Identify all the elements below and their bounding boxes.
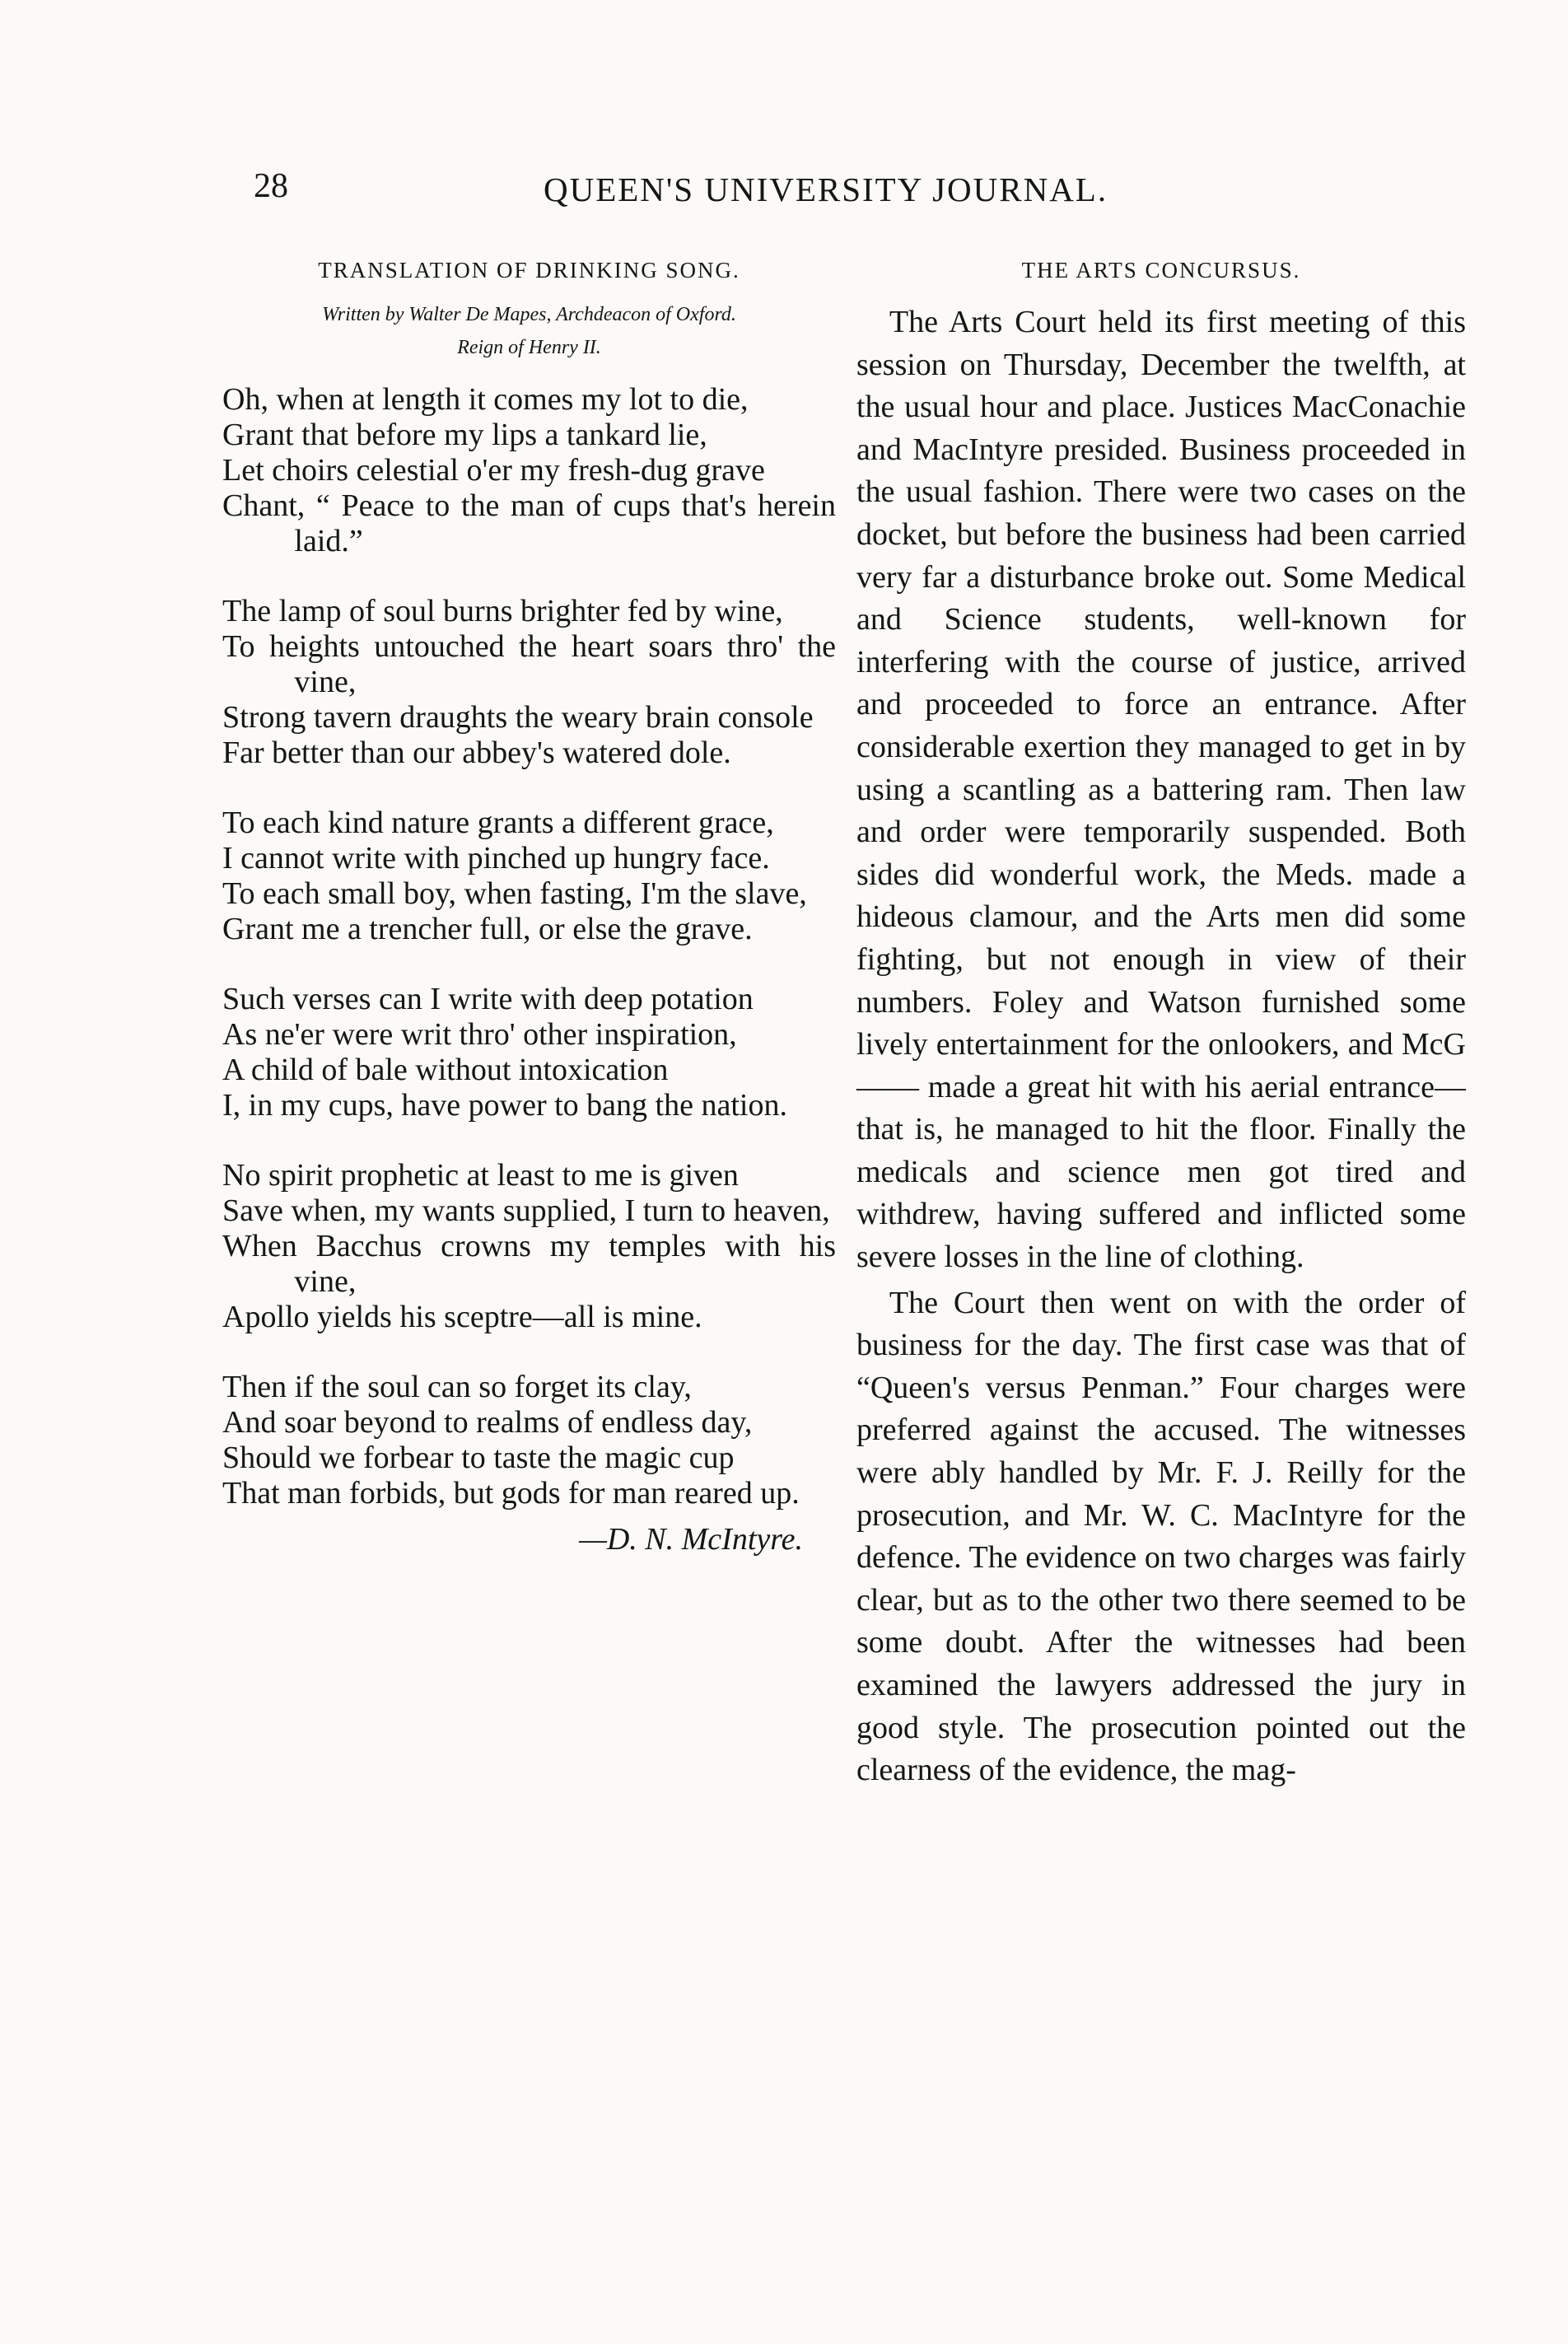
poem-title: TRANSLATION OF DRINKING SONG. — [318, 258, 740, 282]
right-column — [856, 251, 1466, 1792]
verse-line: Chant, “ Peace to the man of cups that's herein laid.” — [222, 488, 836, 558]
verse-line: No spirit prophetic at least to me is given — [222, 1158, 739, 1193]
verse-line: Far better than our abbey's watered dole. — [222, 735, 731, 770]
verse-line: To each small boy, when fasting, I'm the slave, — [222, 876, 807, 911]
verse-line: I, in my cups, have power to bang the nation. — [222, 1088, 787, 1123]
article-paragraph: The Court then went on with the order of business for the day. The first case was that of “Queen's versus Penman.” Four charges were preferred against the accused. The witnesses were ably handled by Mr. F. J. Reilly for the prosecution, and Mr. W. C. MacIntyre for the defence. The evidence on two charges was fairly clear, but as to the other two there seemed to be some doubt. After the witnesses had been examined the lawyers addressed the jury in good style. The prosecution pointed out the clearness of the evidence, the mag- — [856, 1285, 1466, 1788]
verse-line: Strong tavern draughts the weary brain console — [222, 700, 814, 735]
left-column — [222, 251, 836, 1557]
verse-line: Oh, when at length it comes my lot to die, — [222, 382, 749, 417]
stanza — [222, 1370, 836, 1511]
article-paragraph: The Arts Court held its first meeting of this session on Thursday, December the twelfth, at the usual hour and place. Justices MacConachie and MacIntyre presided. Business proceeded in the usual fashion. There were two cases on the docket, but before the business had been carried very far a disturbance broke out. Some Medical and Science students, well-known for interfering with the course of justice, arrived and proceeded to force an entrance. After considerable exertion they managed to get in by using a scantling as a battering ram. Then law and order were temporarily suspended. Both sides did wonderful work, the Meds. made a hideous clamour, and the Arts men did some fighting, but not enough in view of their numbers. Foley and Watson furnished some lively entertainment for the onlookers, and McG—— made a great hit with his aerial entrance—that is, he managed to hit the floor. Finally the medicals and science men got tired and withdrew, having suffered and inflicted some severe losses in the line of clothing. — [856, 305, 1466, 1275]
verse-line: When Bacchus crowns my temples with his vine, — [222, 1229, 836, 1299]
verse-line: Grant that before my lips a tankard lie, — [222, 418, 707, 452]
verse-line: To each kind nature grants a different grace, — [222, 805, 774, 840]
stanza — [222, 594, 836, 771]
verse-line: Grant me a trencher full, or else the grave. — [222, 912, 753, 946]
verse-line: Should we forbear to taste the magic cup — [222, 1440, 735, 1475]
stanza — [222, 382, 836, 559]
poem-attribution-line-2: Reign of Henry II. — [457, 337, 601, 358]
verse-line: Such verses can I write with deep potation — [222, 982, 754, 1016]
verse-line: That man forbids, but gods for man reared up. — [222, 1476, 800, 1511]
verse-line: Apollo yields his sceptre—all is mine. — [222, 1300, 702, 1334]
verse-line: Save when, my wants supplied, I turn to heaven, — [222, 1193, 830, 1228]
running-head: QUEEN'S UNIVERSITY JOURNAL. — [544, 170, 1108, 208]
verse-line: The lamp of soul burns brighter fed by wine, — [222, 594, 783, 628]
poem-signature: —D. N. McIntyre. — [579, 1522, 803, 1557]
verse-line: A child of bale without intoxication — [222, 1053, 669, 1087]
poem-body — [222, 382, 836, 1511]
article-title: THE ARTS CONCURSUS. — [1021, 258, 1301, 282]
page-number: 28 — [254, 167, 288, 205]
verse-line: Let choirs celestial o'er my fresh-dug grave — [222, 453, 765, 488]
stanza — [222, 1158, 836, 1335]
verse-line: Then if the soul can so forget its clay, — [222, 1370, 692, 1404]
stanza — [222, 982, 836, 1123]
verse-line: To heights untouched the heart soars thro' the vine, — [222, 629, 836, 699]
verse-line: And soar beyond to realms of endless day, — [222, 1405, 753, 1440]
stanza — [222, 805, 836, 947]
verse-line: I cannot write with pinched up hungry face. — [222, 841, 770, 875]
poem-attribution-line-1: Written by Walter De Mapes, Archdeacon of Oxford. — [322, 304, 736, 325]
verse-line: As ne'er were writ thro' other inspiration, — [222, 1017, 737, 1052]
